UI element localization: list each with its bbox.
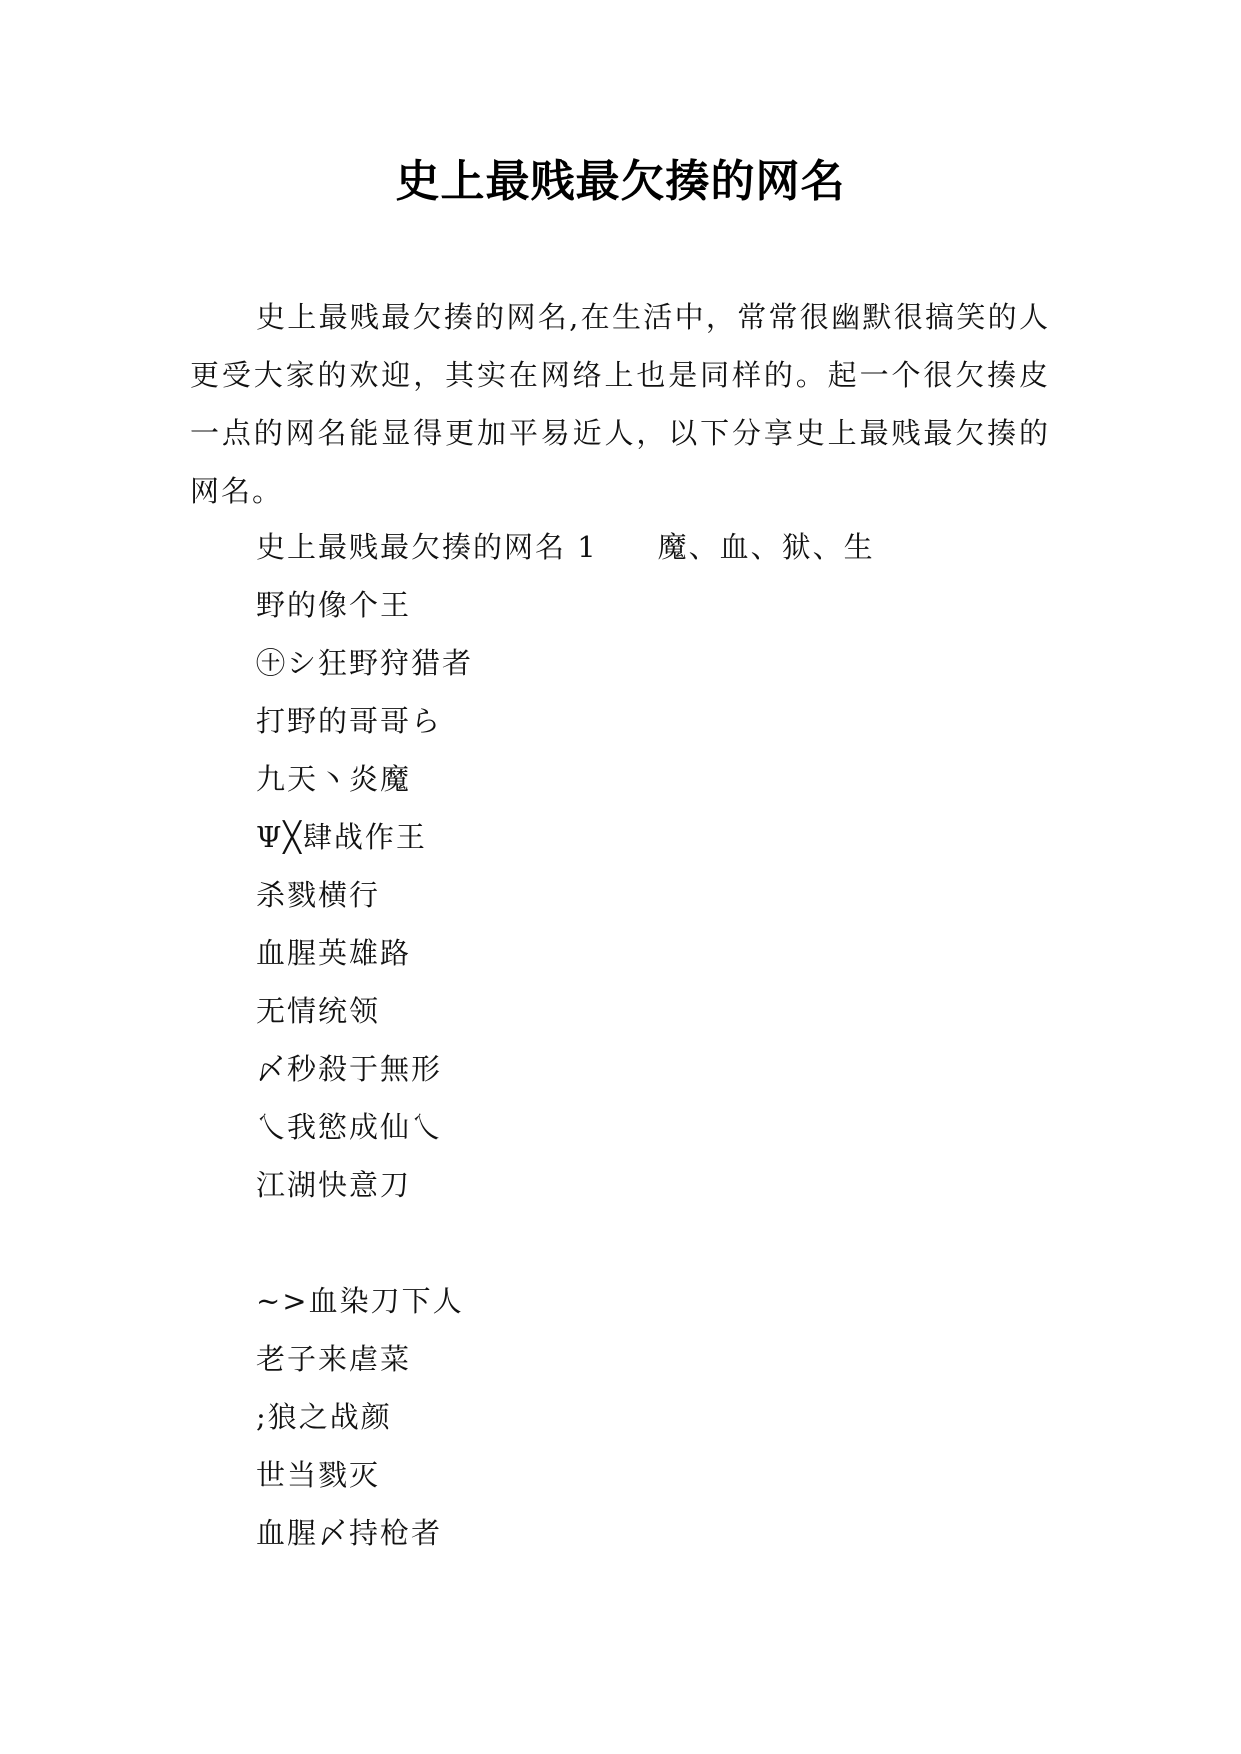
name-item: 江湖快意刀: [256, 1168, 412, 1202]
name-item: 九天丶炎魔: [256, 762, 412, 796]
name-item: Ψ╳肆战作王: [256, 820, 427, 854]
name-item: ㊉シ狂野狩猎者: [256, 646, 474, 680]
name-item: 血腥英雄路: [256, 936, 412, 970]
document-title: 史上最贱最欠揍的网名: [395, 156, 846, 207]
name-item: 世当戮灭: [256, 1458, 381, 1492]
name-item: 无情统领: [256, 994, 381, 1028]
intro-paragraph: 史上最贱最欠揍的网名,在生活中，常常很幽默很搞笑的人更受大家的欢迎，其实在网络上也是同样的。起一个很欠揍皮一点的网名能显得更加平易近人，以下分享史上最贱最欠揍的网名。: [190, 300, 1050, 508]
name-item: 血腥〆持枪者: [256, 1516, 443, 1550]
blank-line: [256, 1214, 473, 1272]
first-name-entry: 魔、血、狱、生: [657, 530, 875, 564]
name-item: 野的像个王: [256, 588, 412, 622]
name-item: 乀我慾成仙乀: [256, 1110, 443, 1144]
name-item: 杀戮横行: [256, 878, 381, 912]
name-item: 打野的哥哥ら: [256, 704, 443, 738]
name-item: 老子来虐菜: [256, 1342, 412, 1376]
name-item: ;狼之战颜: [256, 1400, 392, 1434]
section-heading: 史上最贱最欠揍的网名 1: [256, 530, 598, 564]
section-heading-row: [256, 518, 875, 576]
name-list: [256, 576, 473, 1562]
name-item: 〆秒殺于無形: [256, 1052, 443, 1086]
name-item: ~>血染刀下人: [256, 1284, 464, 1318]
